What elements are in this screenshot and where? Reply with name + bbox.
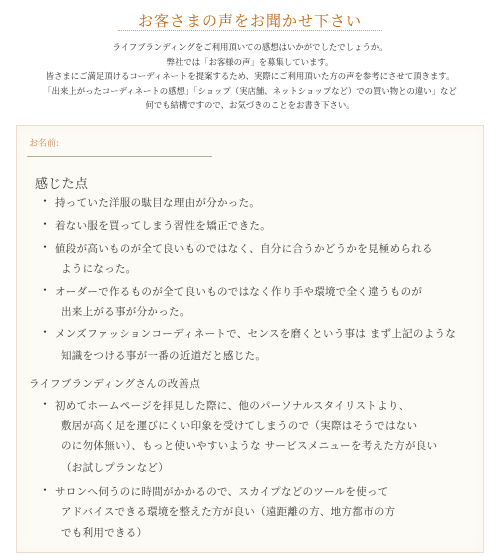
handwritten-feedback [17,126,483,552]
handwritten-line: 初めてホームページを拝見した際に、他のパーソナルスタイリストより、 [55,400,410,412]
bullet-dot: ・ [39,325,52,339]
handwritten-line: 値段が高いものが全て良いものではなく、自分に合うかどうかを見極められる [55,243,433,255]
intro-line: ライフブランディングをご利用頂いての感想はいかがでしたでしょうか。 [112,42,388,52]
intro-line: 弊社では「お客様の声」を募集しています。 [166,56,334,67]
page-title: お客さまの声をお聞かせ下さい [137,12,362,30]
bullet-dot: ・ [39,483,52,497]
intro-text [0,40,500,113]
handwritten-line: オーダーで作るものが全て良いものではなく作り手や環境で全く違うものが [55,286,423,298]
handwritten-line: アドバイスできる環境を整えた方が良い（遠距離の方、地方都市の方 [61,506,396,518]
handwritten-line: のに勿体無い）、もっと使いやすいような サービスメニューを考えた方が良い [61,440,438,452]
handwritten-line: 持っていた洋服の駄目な理由が分かった。 [55,197,261,209]
name-label: お名前: [29,139,60,149]
intro-line: 皆さまにご満足頂けるコーディネートを提案するため、実際にご利用頂いた方の声を参考にさせて頂きます。 [45,71,455,81]
handwritten-line: 着ない服を買ってしまう習性を矯正できた。 [55,220,271,232]
bullet-dot: ・ [39,240,52,254]
handwritten-line: 敷居が高く足を運びにくい印象を受けてしまうので（実際はそうではない [61,420,418,432]
bullet-dot: ・ [39,397,52,411]
title-divider [118,30,382,31]
bullet-dot: ・ [39,194,52,208]
bullet-dot: ・ [39,283,52,297]
handwritten-line: 出来上がる事が分かった。 [61,306,191,318]
handwritten-line: （お試しプランなど） [61,462,169,474]
handwritten-heading: 感じた点 [35,177,89,192]
handwritten-line: メンズファッションコーディネートで、センスを磨くという事は まず上記のような [55,328,457,340]
page-header [0,0,500,120]
handwritten-line: サロンへ伺うのに時間がかかるので、スカイプなどのツールを使って [55,486,389,498]
handwritten-heading: ライフブランディングさんの改善点 [29,378,201,390]
bullet-dot: ・ [39,217,52,231]
handwritten-line: ようになった。 [61,263,137,275]
intro-line: 何でも結構ですので、お気づきのことをお書き下さい。 [145,100,355,110]
intro-line: 「出来上がったコーディネートの感想」「ショップ（実店舗、ネットショップなど）での買い物との違い」など [43,85,457,96]
handwritten-line: 知識をつける事が一番の近道だと感じた。 [61,350,267,362]
handwritten-line: でも利用できる） [61,527,148,539]
feedback-card [16,125,484,553]
